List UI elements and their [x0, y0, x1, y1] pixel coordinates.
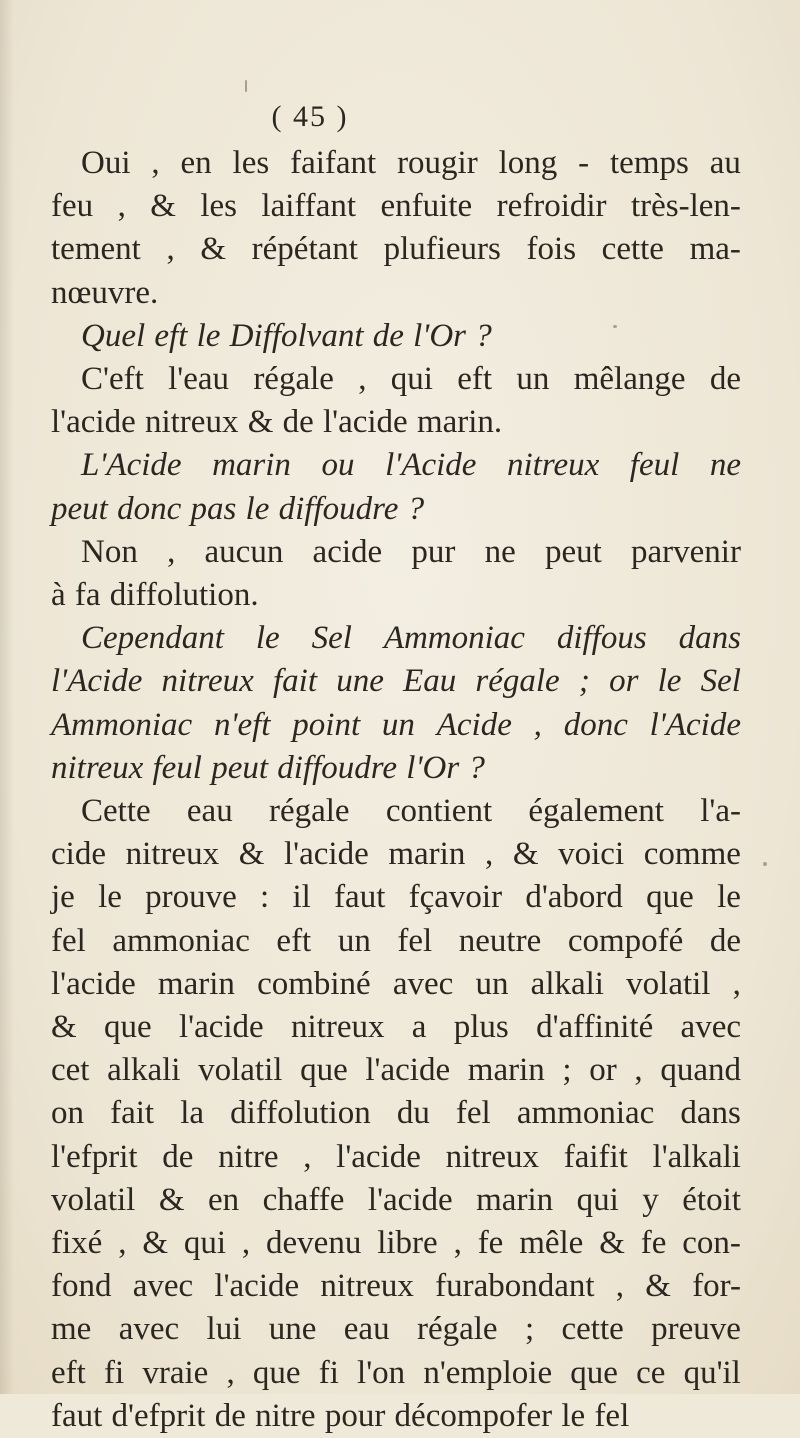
- text-line: & que l'acide nitreux a plus d'affinité avec: [51, 1009, 741, 1046]
- page-number: ( 45 ): [271, 100, 349, 133]
- text-line: peut donc pas le diffoudre ?: [51, 490, 425, 527]
- text-line: cet alkali volatil que l'acide marin ; or , quand: [51, 1052, 741, 1089]
- paper-speck: [613, 325, 617, 328]
- paper-speck: [763, 862, 767, 866]
- question-paragraph: [51, 617, 741, 790]
- answer-paragraph: [51, 358, 741, 444]
- page-body-text: [51, 142, 741, 1438]
- text-line: Quel eft le Diffolvant de l'Or ?: [81, 317, 492, 354]
- text-line: volatil & en chaffe l'acide marin qui y étoit: [51, 1181, 741, 1218]
- text-line: je le prouve : il faut fçavoir d'abord que le: [51, 879, 741, 916]
- text-line: l'Acide nitreux fait une Eau régale ; or le Sel: [51, 663, 741, 700]
- text-line: Ammoniac n'eft point un Acide , donc l'Acide: [51, 706, 741, 743]
- text-line: nœuvre.: [51, 274, 159, 311]
- page-edge-shadow: [0, 0, 14, 1394]
- text-line: tement , & répétant plufieurs fois cette ma-: [51, 231, 741, 268]
- text-line: Cette eau régale contient également l'a-: [81, 793, 741, 830]
- paper-speck: [245, 80, 247, 92]
- text-line: feu , & les laiffant enfuite refroidir très-len-: [51, 188, 741, 225]
- text-line: fel ammoniac eft un fel neutre compofé de: [51, 922, 741, 959]
- text-line: à fa diffolution.: [51, 577, 259, 614]
- text-line: l'acide nitreux & de l'acide marin.: [51, 404, 503, 441]
- answer-paragraph: [51, 790, 741, 1438]
- text-line: Oui , en les faifant rougir long - temps au: [81, 145, 741, 181]
- text-line: me avec lui une eau régale ; cette preuve: [51, 1311, 741, 1348]
- text-line: C'eft l'eau régale , qui eft un mêlange de: [81, 361, 741, 398]
- text-line: faut d'efprit de nitre pour décompofer le fel: [51, 1397, 630, 1434]
- text-line: nitreux feul peut diffoudre l'Or ?: [51, 749, 485, 786]
- text-line: fixé , & qui , devenu libre , fe mêle & fe con-: [51, 1225, 741, 1262]
- text-line: eft fi vraie , que fi l'on n'emploie que ce qu'il: [51, 1354, 741, 1391]
- text-line: Cependant le Sel Ammoniac diffous dans: [81, 620, 741, 657]
- text-line: l'acide marin combiné avec un alkali volatil ,: [51, 965, 741, 1002]
- text-line: fond avec l'acide nitreux furabondant , & for-: [51, 1268, 741, 1305]
- text-line: L'Acide marin ou l'Acide nitreux feul ne: [81, 447, 741, 484]
- question-paragraph: [51, 444, 741, 530]
- text-line: l'efprit de nitre , l'acide nitreux faifit l'alkali: [51, 1138, 741, 1175]
- text-line: Non , aucun acide pur ne peut parvenir: [81, 533, 741, 570]
- question-paragraph: [51, 315, 741, 358]
- answer-paragraph: [51, 531, 741, 617]
- text-line: on fait la diffolution du fel ammoniac dans: [51, 1095, 741, 1132]
- text-line: cide nitreux & l'acide marin , & voici comme: [51, 836, 741, 873]
- answer-paragraph: [51, 142, 741, 315]
